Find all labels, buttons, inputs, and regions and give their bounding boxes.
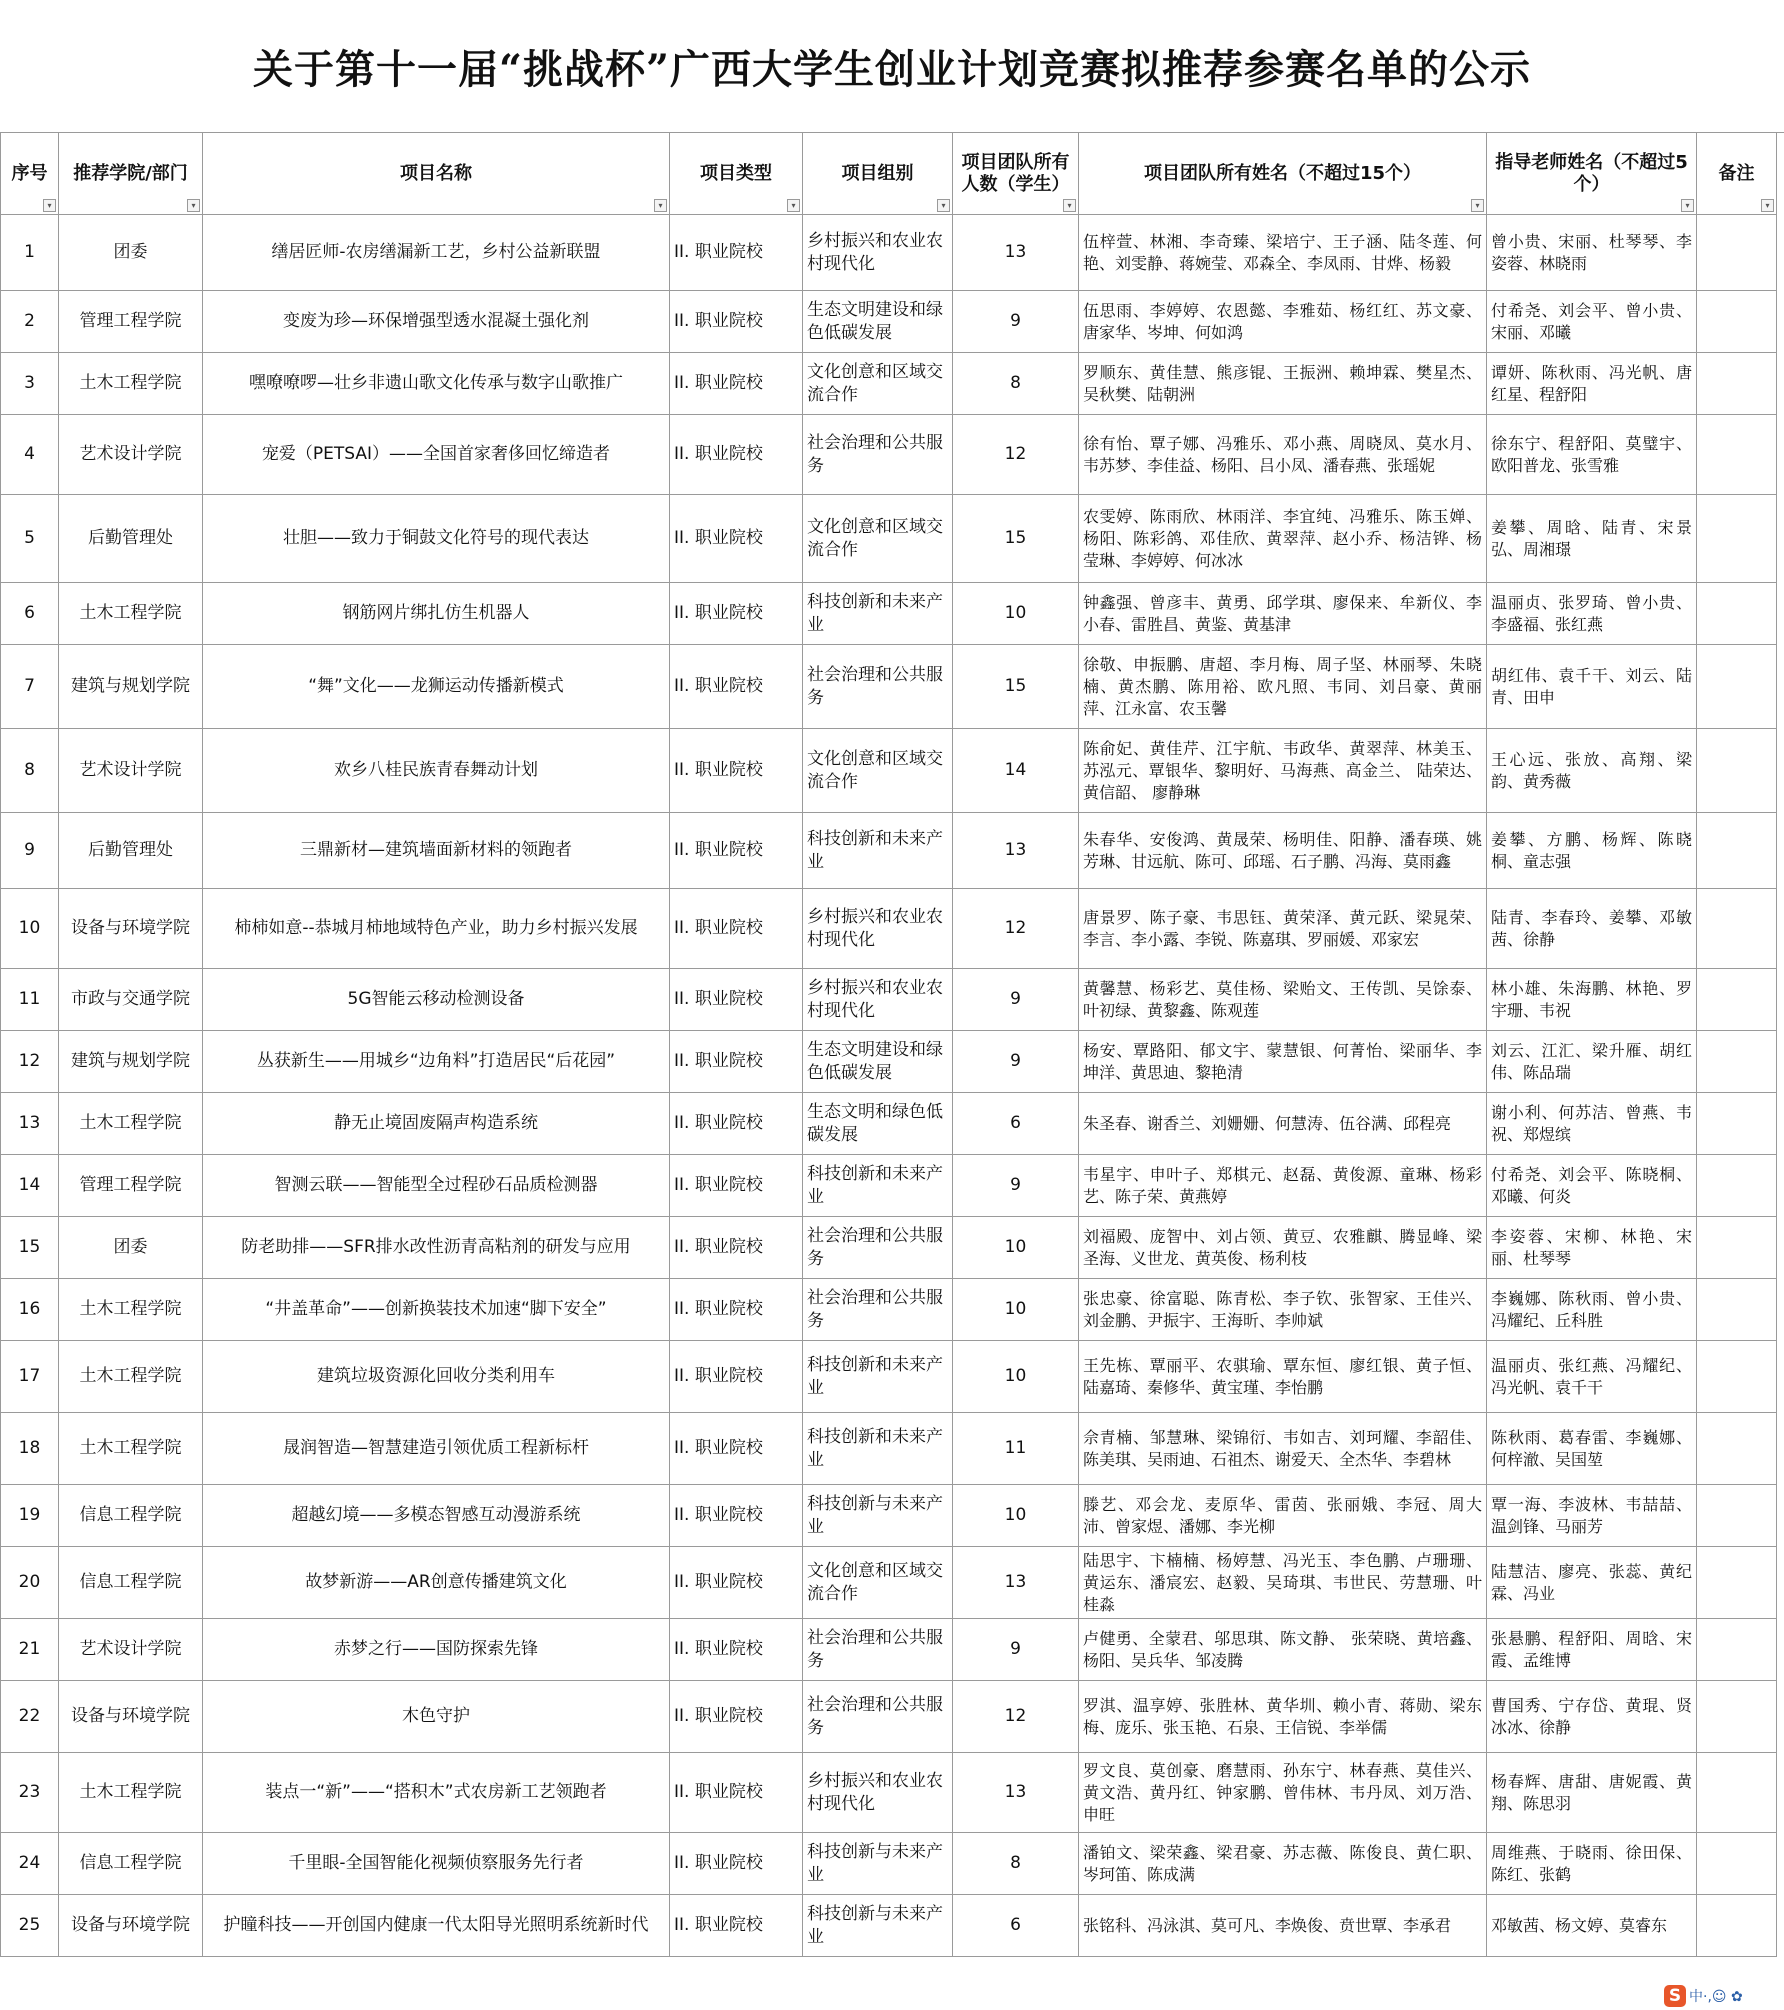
cell-members[interactable]: 伍思雨、李婷婷、农恩懿、李雅茹、杨红红、苏文豪、唐家华、岑坤、何如鸿 <box>1079 291 1487 353</box>
header-row <box>1 133 1777 215</box>
cell-project[interactable]: “舞”文化——龙狮运动传播新模式 <box>203 645 670 729</box>
column-header-8[interactable] <box>1697 133 1777 215</box>
table-row[interactable] <box>1 813 1777 889</box>
table-row[interactable] <box>1 969 1777 1031</box>
cell-dept[interactable]: 建筑与规划学院 <box>59 645 203 729</box>
cell-group[interactable]: 文化创意和区域交流合作 <box>803 353 953 415</box>
cell-advisors[interactable]: 胡红伟、袁千干、刘云、陆青、田申 <box>1487 645 1697 729</box>
cell-members[interactable]: 潘铂文、梁荣鑫、梁君豪、苏志薇、陈俊良、黄仁职、岑珂笛、陈成满 <box>1079 1833 1487 1895</box>
cell-type[interactable]: II. 职业院校 <box>670 1753 803 1833</box>
cell-count[interactable]: 12 <box>953 1681 1079 1753</box>
column-header-label: 指导老师姓名（不超过5个） <box>1495 151 1688 195</box>
cell-count[interactable]: 15 <box>953 495 1079 583</box>
cell-note[interactable] <box>1697 1155 1777 1217</box>
column-header-label: 项目组别 <box>841 162 914 184</box>
column-header-1[interactable] <box>59 133 203 215</box>
filter-dropdown-icon[interactable]: ▾ <box>1681 199 1694 212</box>
table-row[interactable] <box>1 415 1777 495</box>
cell-dept[interactable]: 土木工程学院 <box>59 1279 203 1341</box>
table-row[interactable] <box>1 1155 1777 1217</box>
cell-note[interactable] <box>1697 1895 1777 1957</box>
page-title: 关于第十一届“挑战杯”广西大学生创业计划竞赛拟推荐参赛名单的公示 <box>252 45 1531 93</box>
table-row[interactable] <box>1 1681 1777 1753</box>
cell-group[interactable]: 社会治理和公共服务 <box>803 1217 953 1279</box>
cell-count[interactable]: 9 <box>953 291 1079 353</box>
cell-project[interactable]: 柿柿如意--恭城月柿地域特色产业，助力乡村振兴发展 <box>203 889 670 969</box>
table-row[interactable] <box>1 645 1777 729</box>
cell-dept[interactable]: 管理工程学院 <box>59 1155 203 1217</box>
cell-project[interactable]: 装点一“新”——“搭积木”式农房新工艺领跑者 <box>203 1753 670 1833</box>
cell-members[interactable]: 伍梓萱、林湘、李奇臻、梁培宁、王子涵、陆冬莲、何艳、刘雯静、蒋婉莹、邓森全、李凤雨、甘烨、杨毅 <box>1079 215 1487 291</box>
cell-note[interactable] <box>1697 215 1777 291</box>
filter-dropdown-icon[interactable]: ▾ <box>787 199 800 212</box>
cell-type[interactable]: II. 职业院校 <box>670 645 803 729</box>
table-row[interactable] <box>1 1895 1777 1957</box>
cell-group[interactable]: 文化创意和区域交流合作 <box>803 729 953 813</box>
cell-count[interactable]: 13 <box>953 215 1079 291</box>
cell-group[interactable]: 科技创新与未来产业 <box>803 1895 953 1957</box>
cell-members[interactable]: 刘福殿、庞智中、刘占领、黄豆、农雅麒、腾显峰、梁圣海、义世龙、黄英俊、杨利枝 <box>1079 1217 1487 1279</box>
cell-dept[interactable]: 设备与环境学院 <box>59 1681 203 1753</box>
cell-members[interactable]: 徐有怡、覃子娜、冯雅乐、邓小燕、周晓凤、莫水月、韦苏梦、李佳益、杨阳、吕小凤、潘春燕、张瑶妮 <box>1079 415 1487 495</box>
cell-advisors[interactable]: 付希尧、刘会平、曾小贵、宋丽、邓曦 <box>1487 291 1697 353</box>
cell-no[interactable]: 25 <box>1 1895 59 1957</box>
cell-group[interactable]: 社会治理和公共服务 <box>803 415 953 495</box>
cell-type[interactable]: II. 职业院校 <box>670 1895 803 1957</box>
cell-project[interactable]: 智测云联——智能型全过程砂石品质检测器 <box>203 1155 670 1217</box>
cell-project[interactable]: 5G智能云移动检测设备 <box>203 969 670 1031</box>
cell-members[interactable]: 陈俞妃、黄佳芹、江宇航、韦政华、黄翠萍、林美玉、苏泓元、覃银华、黎明好、马海燕、高金兰、 陆荣达、 黄信韶、 廖静琳 <box>1079 729 1487 813</box>
filter-dropdown-icon[interactable]: ▾ <box>43 199 56 212</box>
table-row[interactable] <box>1 1341 1777 1413</box>
table-row[interactable] <box>1 1093 1777 1155</box>
cell-project[interactable]: “井盖革命”——创新换装技术加速“脚下安全” <box>203 1279 670 1341</box>
cell-members[interactable]: 张铭科、冯泳淇、莫可凡、李焕俊、贲世覃、李承君 <box>1079 1895 1487 1957</box>
cell-note[interactable] <box>1697 969 1777 1031</box>
cell-note[interactable] <box>1697 1093 1777 1155</box>
cell-no[interactable]: 4 <box>1 415 59 495</box>
cell-advisors[interactable]: 谢小利、何苏洁、曾燕、韦祝、郑煜缤 <box>1487 1093 1697 1155</box>
table-row[interactable] <box>1 729 1777 813</box>
table-row[interactable] <box>1 353 1777 415</box>
cell-count[interactable]: 13 <box>953 813 1079 889</box>
cell-dept[interactable]: 土木工程学院 <box>59 353 203 415</box>
cell-type[interactable]: II. 职业院校 <box>670 353 803 415</box>
cell-group[interactable]: 乡村振兴和农业农村现代化 <box>803 215 953 291</box>
cell-count[interactable]: 6 <box>953 1895 1079 1957</box>
cell-note[interactable] <box>1697 1547 1777 1619</box>
cell-note[interactable] <box>1697 645 1777 729</box>
cell-note[interactable] <box>1697 1753 1777 1833</box>
cell-project[interactable]: 缮居匠师-农房缮漏新工艺，乡村公益新联盟 <box>203 215 670 291</box>
cell-advisors[interactable]: 林小雄、朱海鹏、林艳、罗宇珊、韦祝 <box>1487 969 1697 1031</box>
cell-no[interactable]: 15 <box>1 1217 59 1279</box>
cell-dept[interactable]: 设备与环境学院 <box>59 1895 203 1957</box>
cell-advisors[interactable]: 覃一海、李波林、韦喆喆、温剑锋、马丽芳 <box>1487 1485 1697 1547</box>
cell-count[interactable]: 8 <box>953 1833 1079 1895</box>
cell-count[interactable]: 13 <box>953 1753 1079 1833</box>
cell-dept[interactable]: 土木工程学院 <box>59 1341 203 1413</box>
cell-group[interactable]: 社会治理和公共服务 <box>803 1619 953 1681</box>
cell-project[interactable]: 钢筋网片绑扎仿生机器人 <box>203 583 670 645</box>
column-header-label: 项目团队所有人数（学生） <box>961 151 1070 195</box>
cell-no[interactable]: 23 <box>1 1753 59 1833</box>
column-header-label: 项目名称 <box>400 162 472 184</box>
cell-count[interactable]: 9 <box>953 1619 1079 1681</box>
cell-group[interactable]: 生态文明建设和绿色低碳发展 <box>803 1031 953 1093</box>
cell-type[interactable]: II. 职业院校 <box>670 1217 803 1279</box>
cell-no[interactable]: 8 <box>1 729 59 813</box>
cell-note[interactable] <box>1697 415 1777 495</box>
cell-dept[interactable]: 设备与环境学院 <box>59 889 203 969</box>
cell-project[interactable]: 超越幻境——多模态智感互动漫游系统 <box>203 1485 670 1547</box>
cell-advisors[interactable]: 陈秋雨、葛春雷、李巍娜、何梓澈、吴国堃 <box>1487 1413 1697 1485</box>
cell-members[interactable]: 杨安、覃路阳、郁文宇、蒙慧银、何菁怡、梁丽华、李坤洋、黄思迪、黎艳清 <box>1079 1031 1487 1093</box>
filter-dropdown-icon[interactable]: ▾ <box>187 199 200 212</box>
cell-no[interactable]: 7 <box>1 645 59 729</box>
column-header-4[interactable] <box>803 133 953 215</box>
cell-note[interactable] <box>1697 353 1777 415</box>
cell-no[interactable]: 1 <box>1 215 59 291</box>
cell-type[interactable]: II. 职业院校 <box>670 1093 803 1155</box>
cell-count[interactable]: 15 <box>953 645 1079 729</box>
cell-type[interactable]: II. 职业院校 <box>670 1681 803 1753</box>
table-row[interactable] <box>1 215 1777 291</box>
cell-count[interactable]: 10 <box>953 1485 1079 1547</box>
cell-advisors[interactable]: 李姿蓉、宋柳、林艳、宋丽、杜琴琴 <box>1487 1217 1697 1279</box>
column-header-0[interactable] <box>1 133 59 215</box>
cell-advisors[interactable]: 姜攀、周晗、陆青、宋景弘、周湘璟 <box>1487 495 1697 583</box>
cell-members[interactable]: 滕艺、邓会龙、麦原华、雷茵、张丽娥、李冠、周大沛、曾家煜、潘娜、李光柳 <box>1079 1485 1487 1547</box>
table-row[interactable] <box>1 583 1777 645</box>
cell-no[interactable]: 17 <box>1 1341 59 1413</box>
cell-members[interactable]: 韦星宇、申叶子、郑棋元、赵磊、黄俊源、童琳、杨彩艺、陈子荣、黄燕婷 <box>1079 1155 1487 1217</box>
cell-group[interactable]: 生态文明和绿色低碳发展 <box>803 1093 953 1155</box>
cell-type[interactable]: II. 职业院校 <box>670 889 803 969</box>
cell-members[interactable]: 朱春华、安俊鸿、黄晟荣、杨明佳、阳静、潘春瑛、姚芳琳、甘远航、陈可、邱瑶、石子鹏、冯海、莫雨鑫 <box>1079 813 1487 889</box>
cell-project[interactable]: 静无止境固废隔声构造系统 <box>203 1093 670 1155</box>
cell-no[interactable]: 2 <box>1 291 59 353</box>
cell-dept[interactable]: 管理工程学院 <box>59 291 203 353</box>
cell-note[interactable] <box>1697 291 1777 353</box>
filter-dropdown-icon[interactable]: ▾ <box>937 199 950 212</box>
cell-dept[interactable]: 市政与交通学院 <box>59 969 203 1031</box>
cell-no[interactable]: 5 <box>1 495 59 583</box>
cell-dept[interactable]: 艺术设计学院 <box>59 1619 203 1681</box>
cell-note[interactable] <box>1697 1279 1777 1341</box>
table-row[interactable] <box>1 1833 1777 1895</box>
table-row[interactable] <box>1 291 1777 353</box>
cell-type[interactable]: II. 职业院校 <box>670 1547 803 1619</box>
cell-dept[interactable]: 土木工程学院 <box>59 1753 203 1833</box>
cell-members[interactable]: 徐敬、申振鹏、唐超、李月梅、周子坚、林丽琴、朱晓楠、黄杰鹏、陈用裕、欧凡照、韦同、刘吕豪、黄丽萍、江永富、农玉馨 <box>1079 645 1487 729</box>
cell-project[interactable]: 嘿嘹嘹啰—壮乡非遗山歌文化传承与数字山歌推广 <box>203 353 670 415</box>
cell-dept[interactable]: 土木工程学院 <box>59 583 203 645</box>
cell-project[interactable]: 木色守护 <box>203 1681 670 1753</box>
cell-note[interactable] <box>1697 1619 1777 1681</box>
cell-count[interactable]: 9 <box>953 1031 1079 1093</box>
cell-advisors[interactable]: 陆慧洁、廖亮、张蕊、黄纪霖、冯业 <box>1487 1547 1697 1619</box>
cell-advisors[interactable]: 姜攀、方鹏、杨辉、陈晓桐、童志强 <box>1487 813 1697 889</box>
cell-no[interactable]: 20 <box>1 1547 59 1619</box>
cell-project[interactable]: 丛获新生——用城乡“边角料”打造居民“后花园” <box>203 1031 670 1093</box>
cell-note[interactable] <box>1697 495 1777 583</box>
cell-count[interactable]: 11 <box>953 1413 1079 1485</box>
cell-count[interactable]: 8 <box>953 353 1079 415</box>
cell-dept[interactable]: 艺术设计学院 <box>59 729 203 813</box>
cell-dept[interactable]: 团委 <box>59 215 203 291</box>
cell-project[interactable]: 宠爱（PETSAI）——全国首家奢侈回忆缔造者 <box>203 415 670 495</box>
cell-note[interactable] <box>1697 1341 1777 1413</box>
cell-type[interactable]: II. 职业院校 <box>670 1485 803 1547</box>
cell-count[interactable]: 13 <box>953 1547 1079 1619</box>
cell-members[interactable]: 佘青楠、邹慧琳、梁锦衍、韦如吉、刘珂耀、李韶佳、陈美琪、吴雨迪、石祖杰、谢爱天、全杰华、李碧林 <box>1079 1413 1487 1485</box>
cell-advisors[interactable]: 温丽贞、张罗琦、曾小贵、李盛福、张红燕 <box>1487 583 1697 645</box>
cell-advisors[interactable]: 谭妍、陈秋雨、冯光帆、唐红星、程舒阳 <box>1487 353 1697 415</box>
table-row[interactable] <box>1 1279 1777 1341</box>
column-header-7[interactable] <box>1487 133 1697 215</box>
cell-dept[interactable]: 土木工程学院 <box>59 1093 203 1155</box>
sogou-s-icon: S <box>1664 1985 1686 2007</box>
filter-dropdown-icon[interactable]: ▾ <box>1471 199 1484 212</box>
cell-advisors[interactable]: 陆青、李春玲、姜攀、邓敏茜、徐静 <box>1487 889 1697 969</box>
cell-no[interactable]: 18 <box>1 1413 59 1485</box>
cell-members[interactable]: 张忠豪、徐富聪、陈青松、李子钦、张智家、王佳兴、刘金鹏、尹振宇、王海昕、李帅斌 <box>1079 1279 1487 1341</box>
filter-dropdown-icon[interactable]: ▾ <box>654 199 667 212</box>
cell-type[interactable]: II. 职业院校 <box>670 1155 803 1217</box>
cell-project[interactable]: 建筑垃圾资源化回收分类利用车 <box>203 1341 670 1413</box>
cell-group[interactable]: 乡村振兴和农业农村现代化 <box>803 889 953 969</box>
cell-project[interactable]: 防老助排——SFR排水改性沥青高粘剂的研发与应用 <box>203 1217 670 1279</box>
cell-members[interactable]: 唐景罗、陈子豪、韦思钰、黄荣泽、黄元跃、梁晁荣、李言、李小露、李锐、陈嘉琪、罗丽媛、邓家宏 <box>1079 889 1487 969</box>
cell-group[interactable]: 乡村振兴和农业农村现代化 <box>803 969 953 1031</box>
column-header-6[interactable] <box>1079 133 1487 215</box>
table-row[interactable] <box>1 889 1777 969</box>
cell-no[interactable]: 13 <box>1 1093 59 1155</box>
cell-group[interactable]: 文化创意和区域交流合作 <box>803 495 953 583</box>
cell-dept[interactable]: 团委 <box>59 1217 203 1279</box>
cell-no[interactable]: 14 <box>1 1155 59 1217</box>
cell-dept[interactable]: 后勤管理处 <box>59 813 203 889</box>
cell-type[interactable]: II. 职业院校 <box>670 1833 803 1895</box>
cell-project[interactable]: 晟润智造—智慧建造引领优质工程新标杆 <box>203 1413 670 1485</box>
cell-type[interactable]: II. 职业院校 <box>670 1341 803 1413</box>
sogou-input-logo[interactable] <box>1664 1984 1778 2008</box>
cell-members[interactable]: 陆思宇、卞楠楠、杨婷慧、冯光玉、李色鹏、卢珊珊、黄运东、潘宸宏、赵毅、吴琦琪、韦世民、劳慧珊、叶桂淼 <box>1079 1547 1487 1619</box>
toolbar-glyphs: 中·,☺ ✿ <box>1689 1989 1743 2005</box>
cell-group[interactable]: 科技创新和未来产业 <box>803 1155 953 1217</box>
cell-type[interactable]: II. 职业院校 <box>670 415 803 495</box>
cell-members[interactable]: 王先栋、覃丽平、农骐瑜、覃东恒、廖红银、黄子恒、陆嘉琦、秦修华、黄宝瑾、李怡鹏 <box>1079 1341 1487 1413</box>
cell-no[interactable]: 22 <box>1 1681 59 1753</box>
cell-count[interactable]: 12 <box>953 889 1079 969</box>
cell-no[interactable]: 11 <box>1 969 59 1031</box>
cell-type[interactable]: II. 职业院校 <box>670 813 803 889</box>
table-body <box>1 215 1777 1957</box>
column-header-label: 推荐学院/部门 <box>73 162 188 184</box>
cell-count[interactable]: 9 <box>953 1155 1079 1217</box>
column-header-label: 序号 <box>11 162 48 184</box>
cell-project[interactable]: 赤梦之行——国防探索先锋 <box>203 1619 670 1681</box>
title-bar <box>0 0 1784 133</box>
cell-count[interactable]: 10 <box>953 1279 1079 1341</box>
cell-note[interactable] <box>1697 1485 1777 1547</box>
cell-group[interactable]: 文化创意和区域交流合作 <box>803 1547 953 1619</box>
cell-group[interactable]: 社会治理和公共服务 <box>803 645 953 729</box>
cell-advisors[interactable]: 付希尧、刘会平、陈晓桐、邓曦、何炎 <box>1487 1155 1697 1217</box>
cell-group[interactable]: 社会治理和公共服务 <box>803 1681 953 1753</box>
column-header-label: 项目团队所有姓名（不超过15个） <box>1143 162 1422 184</box>
cell-count[interactable]: 10 <box>953 1217 1079 1279</box>
cell-type[interactable]: II. 职业院校 <box>670 1413 803 1485</box>
cell-note[interactable] <box>1697 1833 1777 1895</box>
cell-note[interactable] <box>1697 1031 1777 1093</box>
cell-advisors[interactable]: 张悬鹏、程舒阳、周晗、宋霞、孟维博 <box>1487 1619 1697 1681</box>
table-row[interactable] <box>1 495 1777 583</box>
table-row[interactable] <box>1 1619 1777 1681</box>
cell-project[interactable]: 壮胆——致力于铜鼓文化符号的现代表达 <box>203 495 670 583</box>
cell-type[interactable]: II. 职业院校 <box>670 969 803 1031</box>
filter-dropdown-icon[interactable]: ▾ <box>1761 199 1774 212</box>
table-row[interactable] <box>1 1217 1777 1279</box>
cell-members[interactable]: 农雯婷、陈雨欣、林雨洋、李宜纯、冯雅乐、陈玉婵、杨阳、陈彩鸽、邓佳欣、黄翠萍、赵小乔、杨洁铧、杨莹琳、李婷婷、何冰冰 <box>1079 495 1487 583</box>
cell-type[interactable]: II. 职业院校 <box>670 291 803 353</box>
cell-advisors[interactable]: 杨春辉、唐甜、唐妮霞、黄翔、陈思羽 <box>1487 1753 1697 1833</box>
cell-group[interactable]: 科技创新与未来产业 <box>803 1485 953 1547</box>
cell-no[interactable]: 3 <box>1 353 59 415</box>
cell-project[interactable]: 故梦新游——AR创意传播建筑文化 <box>203 1547 670 1619</box>
column-header-label: 备注 <box>1718 162 1755 184</box>
cell-no[interactable]: 12 <box>1 1031 59 1093</box>
column-header-label: 项目类型 <box>700 162 772 184</box>
table-row[interactable] <box>1 1031 1777 1093</box>
cell-advisors[interactable]: 徐东宁、程舒阳、莫璧宇、欧阳普龙、张雪雅 <box>1487 415 1697 495</box>
cell-count[interactable]: 9 <box>953 969 1079 1031</box>
cell-group[interactable]: 科技创新和未来产业 <box>803 583 953 645</box>
cell-advisors[interactable]: 曹国秀、宁存岱、黄琨、贤冰冰、徐静 <box>1487 1681 1697 1753</box>
cell-group[interactable]: 乡村振兴和农业农村现代化 <box>803 1753 953 1833</box>
cell-type[interactable]: II. 职业院校 <box>670 583 803 645</box>
cell-count[interactable]: 10 <box>953 1341 1079 1413</box>
cell-dept[interactable]: 后勤管理处 <box>59 495 203 583</box>
cell-dept[interactable]: 土木工程学院 <box>59 1413 203 1485</box>
cell-no[interactable]: 19 <box>1 1485 59 1547</box>
cell-members[interactable]: 卢健勇、全蒙君、邬思琪、陈文静、 张荣晓、黄培鑫、杨阳、吴兵华、邹凌腾 <box>1079 1619 1487 1681</box>
cell-advisors[interactable]: 王心远、张放、高翔、梁韵、黄秀薇 <box>1487 729 1697 813</box>
cell-type[interactable]: II. 职业院校 <box>670 729 803 813</box>
cell-no[interactable]: 9 <box>1 813 59 889</box>
cell-note[interactable] <box>1697 583 1777 645</box>
cell-group[interactable]: 科技创新和未来产业 <box>803 813 953 889</box>
cell-note[interactable] <box>1697 1217 1777 1279</box>
cell-advisors[interactable]: 邓敏茜、杨文婷、莫睿东 <box>1487 1895 1697 1957</box>
cell-note[interactable] <box>1697 889 1777 969</box>
cell-group[interactable]: 科技创新与未来产业 <box>803 1833 953 1895</box>
column-header-2[interactable] <box>203 133 670 215</box>
cell-dept[interactable]: 信息工程学院 <box>59 1833 203 1895</box>
cell-advisors[interactable]: 刘云、江汇、梁升雁、胡红伟、陈品瑞 <box>1487 1031 1697 1093</box>
cell-members[interactable]: 罗顺东、黄佳慧、熊彦锟、王振洲、赖坤霖、樊星杰、吴秋樊、陆朝洲 <box>1079 353 1487 415</box>
cell-note[interactable] <box>1697 729 1777 813</box>
cell-type[interactable]: II. 职业院校 <box>670 1031 803 1093</box>
table-row[interactable] <box>1 1413 1777 1485</box>
column-header-3[interactable] <box>670 133 803 215</box>
filter-dropdown-icon[interactable]: ▾ <box>1063 199 1076 212</box>
cell-group[interactable]: 生态文明建设和绿色低碳发展 <box>803 291 953 353</box>
cell-dept[interactable]: 艺术设计学院 <box>59 415 203 495</box>
cell-count[interactable]: 12 <box>953 415 1079 495</box>
cell-members[interactable]: 罗文良、莫创豪、磨慧雨、孙东宁、林春燕、莫佳兴、黄文浩、黄丹红、钟家鹏、曾伟林、韦丹凤、刘万浩、申旺 <box>1079 1753 1487 1833</box>
cell-advisors[interactable]: 李巍娜、陈秋雨、曾小贵、冯耀纪、丘科胜 <box>1487 1279 1697 1341</box>
cell-no[interactable]: 21 <box>1 1619 59 1681</box>
table-row[interactable] <box>1 1547 1777 1619</box>
cell-members[interactable]: 朱圣春、谢香兰、刘姗姗、何慧涛、伍谷满、邱程亮 <box>1079 1093 1487 1155</box>
cell-count[interactable]: 10 <box>953 583 1079 645</box>
cell-project[interactable]: 三鼎新材—建筑墙面新材料的领跑者 <box>203 813 670 889</box>
cell-group[interactable]: 科技创新和未来产业 <box>803 1413 953 1485</box>
table-row[interactable] <box>1 1753 1777 1833</box>
cell-count[interactable]: 6 <box>953 1093 1079 1155</box>
cell-type[interactable]: II. 职业院校 <box>670 1619 803 1681</box>
cell-project[interactable]: 变废为珍—环保增强型透水混凝土强化剂 <box>203 291 670 353</box>
cell-note[interactable] <box>1697 813 1777 889</box>
cell-advisors[interactable]: 温丽贞、张红燕、冯耀纪、冯光帆、袁千干 <box>1487 1341 1697 1413</box>
cell-group[interactable]: 社会治理和公共服务 <box>803 1279 953 1341</box>
cell-no[interactable]: 10 <box>1 889 59 969</box>
cell-members[interactable]: 钟鑫强、曾彦丰、黄勇、邱学琪、廖保来、牟新仪、李小春、雷胜昌、黄鉴、黄基津 <box>1079 583 1487 645</box>
cell-no[interactable]: 6 <box>1 583 59 645</box>
cell-members[interactable]: 罗淇、温享婷、张胜林、黄华圳、赖小青、蒋勋、梁东梅、庞乐、张玉艳、石泉、王信锐、李举儒 <box>1079 1681 1487 1753</box>
cell-dept[interactable]: 建筑与规划学院 <box>59 1031 203 1093</box>
cell-note[interactable] <box>1697 1413 1777 1485</box>
cell-dept[interactable]: 信息工程学院 <box>59 1485 203 1547</box>
cell-group[interactable]: 科技创新和未来产业 <box>803 1341 953 1413</box>
cell-type[interactable]: II. 职业院校 <box>670 495 803 583</box>
nomination-table <box>0 132 1777 1957</box>
cell-project[interactable]: 千里眼-全国智能化视频侦察服务先行者 <box>203 1833 670 1895</box>
cell-project[interactable]: 欢乡八桂民族青春舞动计划 <box>203 729 670 813</box>
cell-no[interactable]: 24 <box>1 1833 59 1895</box>
cell-no[interactable]: 16 <box>1 1279 59 1341</box>
cell-type[interactable]: II. 职业院校 <box>670 1279 803 1341</box>
cell-advisors[interactable]: 曾小贵、宋丽、杜琴琴、李姿蓉、林晓雨 <box>1487 215 1697 291</box>
cell-members[interactable]: 黄馨慧、杨彩艺、莫佳杨、梁贻文、王传凯、吴馀泰、叶初绿、黄黎鑫、陈观莲 <box>1079 969 1487 1031</box>
cell-type[interactable]: II. 职业院校 <box>670 215 803 291</box>
cell-project[interactable]: 护瞳科技——开创国内健康一代太阳导光照明系统新时代 <box>203 1895 670 1957</box>
cell-count[interactable]: 14 <box>953 729 1079 813</box>
cell-advisors[interactable]: 周维燕、于晓雨、徐田保、陈红、张鹤 <box>1487 1833 1697 1895</box>
table-row[interactable] <box>1 1485 1777 1547</box>
cell-note[interactable] <box>1697 1681 1777 1753</box>
column-header-5[interactable] <box>953 133 1079 215</box>
cell-dept[interactable]: 信息工程学院 <box>59 1547 203 1619</box>
